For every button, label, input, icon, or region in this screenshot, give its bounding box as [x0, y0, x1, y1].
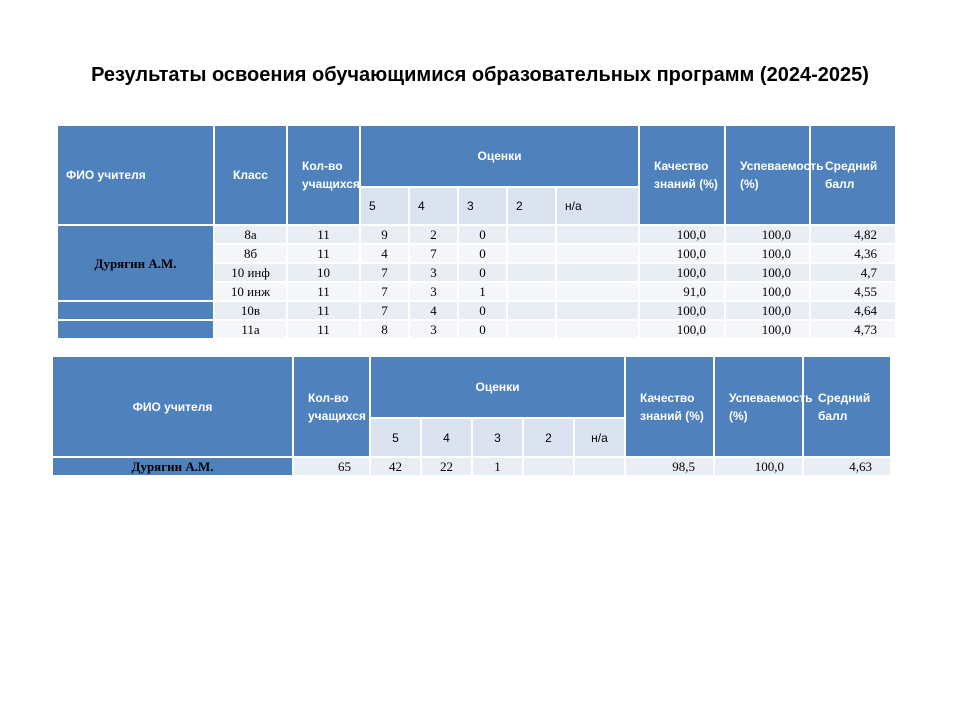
grade5-cell: 7 — [360, 263, 409, 282]
na-cell — [556, 225, 639, 244]
teacher-name: Дурягин А.М. — [57, 225, 214, 301]
header-success: Успеваемость (%) — [725, 125, 810, 225]
class-cell: 11а — [214, 320, 287, 339]
summary-grade5-cell: 42 — [370, 457, 421, 476]
header-fio: ФИО учителя — [57, 125, 214, 225]
success-cell: 100,0 — [725, 301, 810, 320]
grade3-cell: 0 — [458, 225, 507, 244]
summary-success-cell: 100,0 — [714, 457, 803, 476]
grade3-cell: 0 — [458, 320, 507, 339]
grade2-cell — [507, 301, 556, 320]
grade5-cell: 7 — [360, 282, 409, 301]
count-cell: 10 — [287, 263, 360, 282]
summary-quality-cell: 98,5 — [625, 457, 714, 476]
count-cell: 11 — [287, 282, 360, 301]
grade-col-2: 2 — [507, 187, 556, 225]
average-cell: 4,55 — [810, 282, 896, 301]
grade5-cell: 4 — [360, 244, 409, 263]
class-cell: 8б — [214, 244, 287, 263]
na-cell — [556, 320, 639, 339]
grade4-cell: 7 — [409, 244, 458, 263]
grade2-cell — [507, 244, 556, 263]
table-row — [57, 320, 896, 339]
summary-row — [52, 457, 891, 476]
grade-col-3: 3 — [458, 187, 507, 225]
summary-count-cell: 65 — [293, 457, 370, 476]
na-cell — [556, 263, 639, 282]
na-cell — [556, 282, 639, 301]
grade4-cell: 3 — [409, 282, 458, 301]
success-cell: 100,0 — [725, 282, 810, 301]
table-row — [57, 225, 896, 244]
summary-header-grades: Оценки — [370, 356, 625, 418]
class-cell: 10 инф — [214, 263, 287, 282]
grade3-cell: 0 — [458, 244, 507, 263]
grade4-cell: 3 — [409, 263, 458, 282]
success-cell: 100,0 — [725, 263, 810, 282]
quality-cell: 100,0 — [639, 320, 725, 339]
summary-header-student-count: Кол-во учащихся — [293, 356, 370, 457]
grade3-cell: 0 — [458, 301, 507, 320]
header-grades: Оценки — [360, 125, 639, 187]
quality-cell: 91,0 — [639, 282, 725, 301]
summary-grade-col-3: 3 — [472, 418, 523, 457]
summary-grade4-cell: 22 — [421, 457, 472, 476]
teacher-cell-empty — [57, 320, 214, 339]
summary-header-quality: Качество знаний (%) — [625, 356, 714, 457]
quality-cell: 100,0 — [639, 263, 725, 282]
average-cell: 4,73 — [810, 320, 896, 339]
na-cell — [556, 244, 639, 263]
na-cell — [556, 301, 639, 320]
header-class: Класс — [214, 125, 287, 225]
average-cell: 4,82 — [810, 225, 896, 244]
summary-grade-col-2: 2 — [523, 418, 574, 457]
teacher-cell-empty — [57, 301, 214, 320]
summary-teacher-name: Дурягин А.М. — [52, 457, 293, 476]
class-cell: 10 инж — [214, 282, 287, 301]
results-by-class-table — [57, 125, 896, 339]
average-cell: 4,7 — [810, 263, 896, 282]
count-cell: 11 — [287, 244, 360, 263]
summary-header-average: Средний балл — [803, 356, 891, 457]
quality-cell: 100,0 — [639, 301, 725, 320]
success-cell: 100,0 — [725, 320, 810, 339]
grade5-cell: 8 — [360, 320, 409, 339]
header-student-count: Кол-во учащихся — [287, 125, 360, 225]
summary-header-fio: ФИО учителя — [52, 356, 293, 457]
summary-na-cell — [574, 457, 625, 476]
grade3-cell: 1 — [458, 282, 507, 301]
class-cell: 8а — [214, 225, 287, 244]
grade2-cell — [507, 282, 556, 301]
success-cell: 100,0 — [725, 244, 810, 263]
quality-cell: 100,0 — [639, 225, 725, 244]
grade2-cell — [507, 320, 556, 339]
success-cell: 100,0 — [725, 225, 810, 244]
count-cell: 11 — [287, 320, 360, 339]
grade-col-4: 4 — [409, 187, 458, 225]
summary-table — [52, 356, 891, 476]
quality-cell: 100,0 — [639, 244, 725, 263]
grade-col-na: н/а — [556, 187, 639, 225]
grade3-cell: 0 — [458, 263, 507, 282]
count-cell: 11 — [287, 225, 360, 244]
grade5-cell: 7 — [360, 301, 409, 320]
grade4-cell: 3 — [409, 320, 458, 339]
page-title: Результаты освоения обучающимися образовательных программ (2024-2025) — [91, 64, 869, 86]
header-average: Средний балл — [810, 125, 896, 225]
grade5-cell: 9 — [360, 225, 409, 244]
grade4-cell: 2 — [409, 225, 458, 244]
average-cell: 4,36 — [810, 244, 896, 263]
summary-grade-col-4: 4 — [421, 418, 472, 457]
header-quality: Качество знаний (%) — [639, 125, 725, 225]
grade2-cell — [507, 263, 556, 282]
table-row — [57, 301, 896, 320]
summary-grade-col-5: 5 — [370, 418, 421, 457]
average-cell: 4,64 — [810, 301, 896, 320]
class-cell: 10в — [214, 301, 287, 320]
summary-header-success: Успеваемость (%) — [714, 356, 803, 457]
summary-average-cell: 4,63 — [803, 457, 891, 476]
summary-grade3-cell: 1 — [472, 457, 523, 476]
grade-col-5: 5 — [360, 187, 409, 225]
grade2-cell — [507, 225, 556, 244]
grade4-cell: 4 — [409, 301, 458, 320]
count-cell: 11 — [287, 301, 360, 320]
summary-grade2-cell — [523, 457, 574, 476]
summary-grade-col-na: н/а — [574, 418, 625, 457]
